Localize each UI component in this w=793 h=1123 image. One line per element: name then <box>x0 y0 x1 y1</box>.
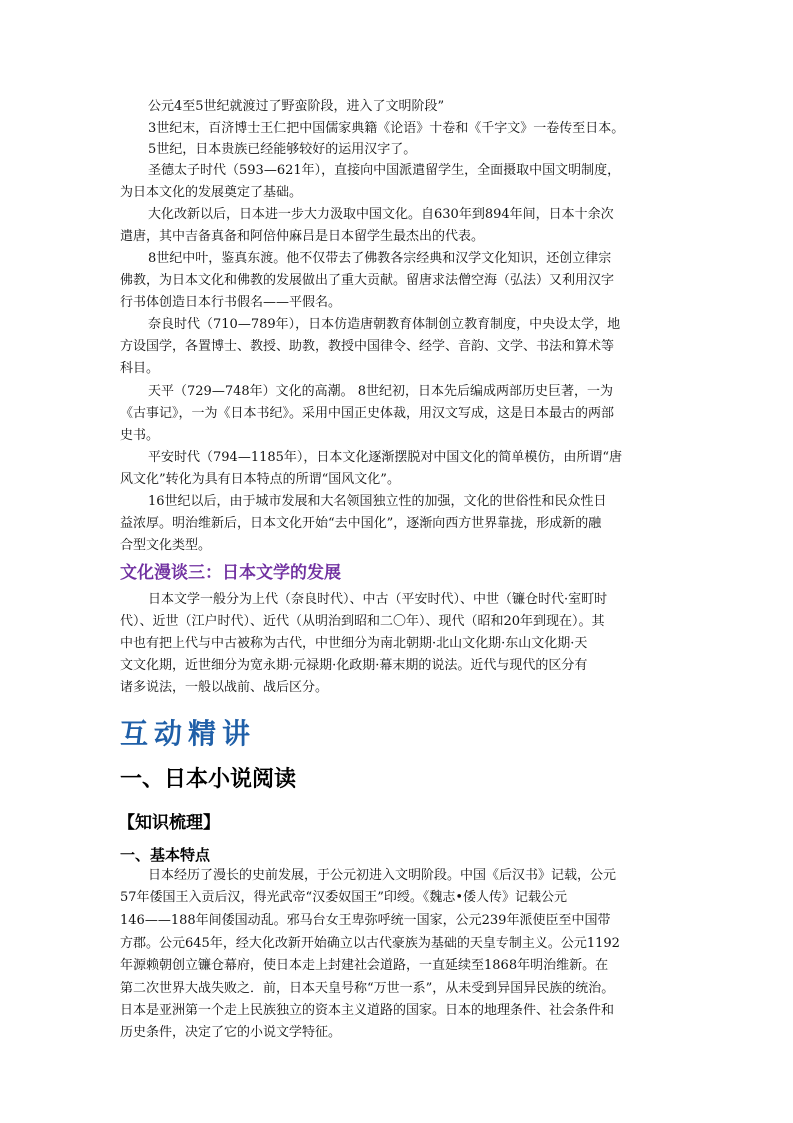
text-line: 《古事记》，一为《日本书纪》。采用中国正史体裁，用汉文写成，这是日本最古的两部 <box>120 406 615 421</box>
text-line: 公元4至5世纪就渡过了野蛮阶段，进入了文明阶段” <box>148 99 445 114</box>
text-line: 行书体创造日本行书假名——平假名。 <box>120 295 342 310</box>
text-line: 合型文化类型。 <box>120 538 212 553</box>
text-line: 日本文学一般分为上代（奈良时代）、中古（平安时代）、中世（镰仓时代·室町时 <box>148 592 608 607</box>
text-line: 日本是亚洲第一个走上民族独立的资本主义道路的国家。日本的地理条件、社会条件和 <box>120 1003 615 1018</box>
text-line: 方郡。公元645年，经大化改新开始确立以古代豪族为基础的天皇专制主义。公元1192 <box>120 936 620 951</box>
text-line: 大化改新以后，日本进一步大力汲取中国文化。自630年到894年间，日本十余次 <box>148 207 614 222</box>
page-title: 互动精讲 <box>120 717 257 750</box>
text-line: 天平（729—748年）文化的高潮。 8世纪初，日本先后编成两部历史巨著，一为 <box>148 384 614 399</box>
text-line: 益浓厚。明治维新后，日本文化开始“去中国化”，逐渐向西方世界靠拢，形成新的融 <box>120 516 602 531</box>
text-line: 科目。 <box>120 361 160 376</box>
text-line: 8世纪中叶，鉴真东渡。他不仅带去了佛教各宗经典和汉学文化知识，还创立律宗 <box>148 251 612 266</box>
text-line: 日本经历了漫长的史前发展，于公元初进入文明阶段。中国《后汉书》记载，公元 <box>148 868 617 883</box>
text-line: 史书。 <box>120 428 160 443</box>
text-line: 代）、近世（江户时代）、近代（从明治到昭和二〇年）、现代（昭和20年到现在）。其 <box>120 614 605 629</box>
text-line: 诸多说法，一般以战前、战后区分。 <box>120 680 329 695</box>
text-line: 146——188年间倭国动乱。邪马台女王卑弥呼统一国家，公元239年派使臣至中国带 <box>120 913 611 928</box>
text-line: 遣唐，其中吉备真备和阿倍仲麻吕是日本留学生最杰出的代表。 <box>120 229 485 244</box>
knowledge-heading: 【知识梳理】 <box>118 813 220 833</box>
text-line: 方设国学，各置博士、教授、助教，教授中国律令、经学、音韵、文学、书法和算术等 <box>120 339 615 354</box>
text-line: 第二次世界大战失败之．前，日本天皇号称“万世一系”，从未受到异国异民族的统治。 <box>120 981 615 996</box>
text-line: 佛教，为日本文化和佛教的发展做出了重大贡献。留唐求法僧空海（弘法）又利用汉字 <box>120 273 615 288</box>
text-line: 5世纪，日本贵族已经能够较好的运用汉字了。 <box>148 142 417 157</box>
text-line: 风文化”转化为具有日本特点的所谓“国风文化”。 <box>120 472 400 487</box>
text-line: 为日本文化的发展奠定了基础。 <box>120 185 303 200</box>
text-line: 57年倭国王入贡后汉，得光武帝“汉委奴国王”印绶。《魏志•倭人传》记载公元 <box>120 890 568 905</box>
section-heading: 文化漫谈三：日本文学的发展 <box>120 563 341 583</box>
section-title: 一、日本小说阅读 <box>120 767 297 792</box>
text-line: 文文化期，近世细分为宽永期·元禄期·化政期·幕末期的说法。近代与现代的区分有 <box>120 658 588 673</box>
text-line: 奈良时代（710—789年），日本仿造唐朝教育体制创立教育制度，中央设太学，地 <box>148 317 621 332</box>
text-line: 3世纪末，百济博士王仁把中国儒家典籍《论语》十卷和《千字文》一卷传至日本。 <box>148 121 625 136</box>
text-line: 年源赖朝创立镰仓幕府，使日本走上封建社会道路，一直延续至1868年明治维新。在 <box>120 958 609 973</box>
text-line: 圣德太子时代（593—621年），直接向中国派遣留学生，全面摄取中国文明制度， <box>148 163 621 178</box>
text-line: 平安时代（794—1185年），日本文化逐渐摆脱对中国文化的简单模仿，由所谓“唐 <box>148 450 623 465</box>
features-heading: 一、基本特点 <box>120 846 211 864</box>
text-line: 中也有把上代与中古被称为古代，中世细分为南北朝期·北山文化期·东山文化期·天 <box>120 636 588 651</box>
text-line: 历史条件，决定了它的小说文学特征。 <box>120 1025 342 1040</box>
text-line: 16世纪以后，由于城市发展和大名领国独立性的加强，文化的世俗性和民众性日 <box>148 494 607 509</box>
